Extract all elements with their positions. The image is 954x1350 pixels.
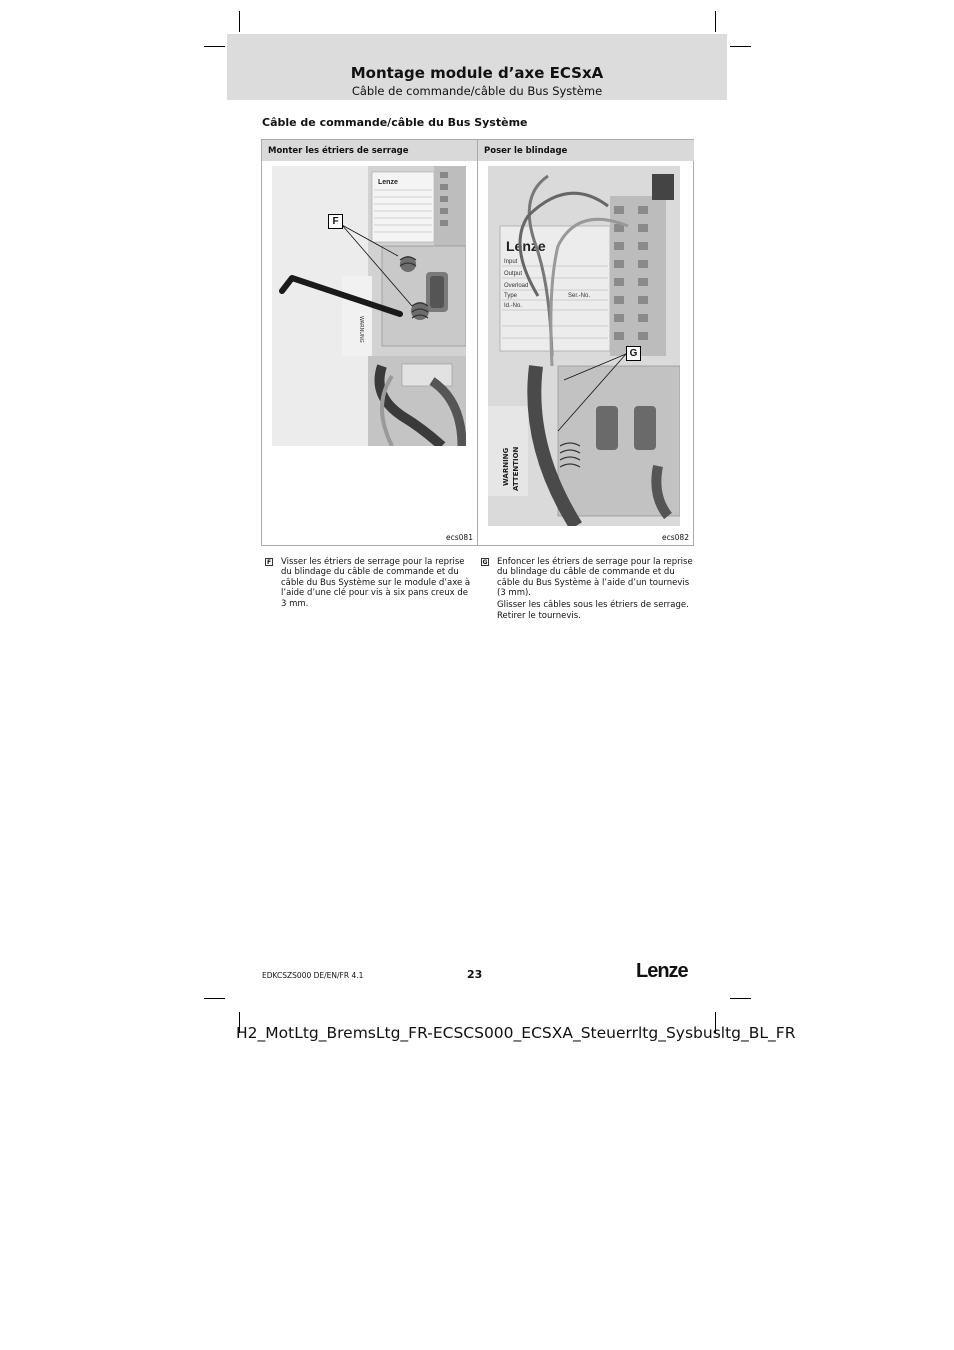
file-name: H2_MotLtg_BremsLtg_FR-ECSCS000_ECSXA_Steuerrltg_Sysbusltg_BL_FR — [236, 1024, 796, 1042]
callout-f: F — [328, 214, 343, 229]
crop-mark — [730, 46, 751, 47]
page-subtitle: Câble de commande/câble du Bus Système — [351, 84, 603, 98]
section-title: Câble de commande/câble du Bus Système — [262, 116, 528, 129]
description-right-text: Enfoncer les étriers de serrage pour la reprise du blindage du câble de commande et du câble du Bus Système à l’aide d’un tournevis (3 mm). — [497, 557, 693, 599]
photo-brand-label: Lenze — [506, 238, 546, 254]
page-title: Montage module d’axe ECSxA — [350, 64, 604, 82]
photo-serno-label: Ser.-No. — [568, 293, 591, 299]
page-header — [227, 34, 727, 100]
crop-mark — [204, 998, 225, 999]
photo-overload-label: Overload — [504, 283, 529, 289]
photo-warning-label: WARNUNG — [358, 316, 364, 343]
marker-g-icon: G — [482, 559, 488, 566]
photo-type-label: Type — [504, 293, 518, 299]
photo-shield-placement — [488, 166, 680, 526]
column-divider — [477, 140, 478, 545]
crop-mark — [730, 998, 751, 999]
description-left-text: Visser les étriers de serrage pour la reprise du blindage du câble de commande et du câble du Bus Système sur le module d’axe à l’aide d’une clé pour vis à six pans creux de 3 mm. — [281, 557, 471, 609]
photo-attention-text: ATTENTION — [512, 446, 520, 491]
photo-warning-text: WARNING — [502, 447, 510, 486]
figure-code-left: ecs081 — [446, 533, 473, 542]
photo-input-label: Input — [504, 259, 518, 265]
left-column-heading: Monter les étriers de serrage — [262, 140, 477, 161]
description-right — [497, 557, 693, 621]
photo-clamp-mounting — [272, 166, 466, 446]
marker-f-icon: F — [266, 559, 272, 566]
right-column-heading: Poser le blindage — [478, 140, 694, 161]
crop-mark — [239, 11, 240, 32]
photo-brand-label: Lenze — [378, 179, 398, 186]
crop-mark — [715, 11, 716, 32]
description-right-text-3: Retirer le tournevis. — [497, 611, 581, 622]
photo-illustration — [272, 166, 466, 446]
crop-mark — [204, 46, 225, 47]
document-reference: EDKCSZS000 DE/EN/FR 4.1 — [262, 971, 364, 980]
description-right-text-2: Glisser les câbles sous les étriers de serrage. — [497, 599, 689, 610]
instruction-table — [261, 139, 694, 546]
page-number: 23 — [467, 968, 483, 981]
lenze-logo: Lenze — [636, 960, 688, 982]
description-left — [281, 557, 473, 609]
figure-code-right: ecs082 — [662, 533, 689, 542]
photo-idno-label: Id.-No. — [504, 303, 523, 309]
photo-illustration — [488, 166, 680, 526]
callout-g: G — [626, 346, 641, 361]
photo-output-label: Output — [504, 271, 523, 277]
